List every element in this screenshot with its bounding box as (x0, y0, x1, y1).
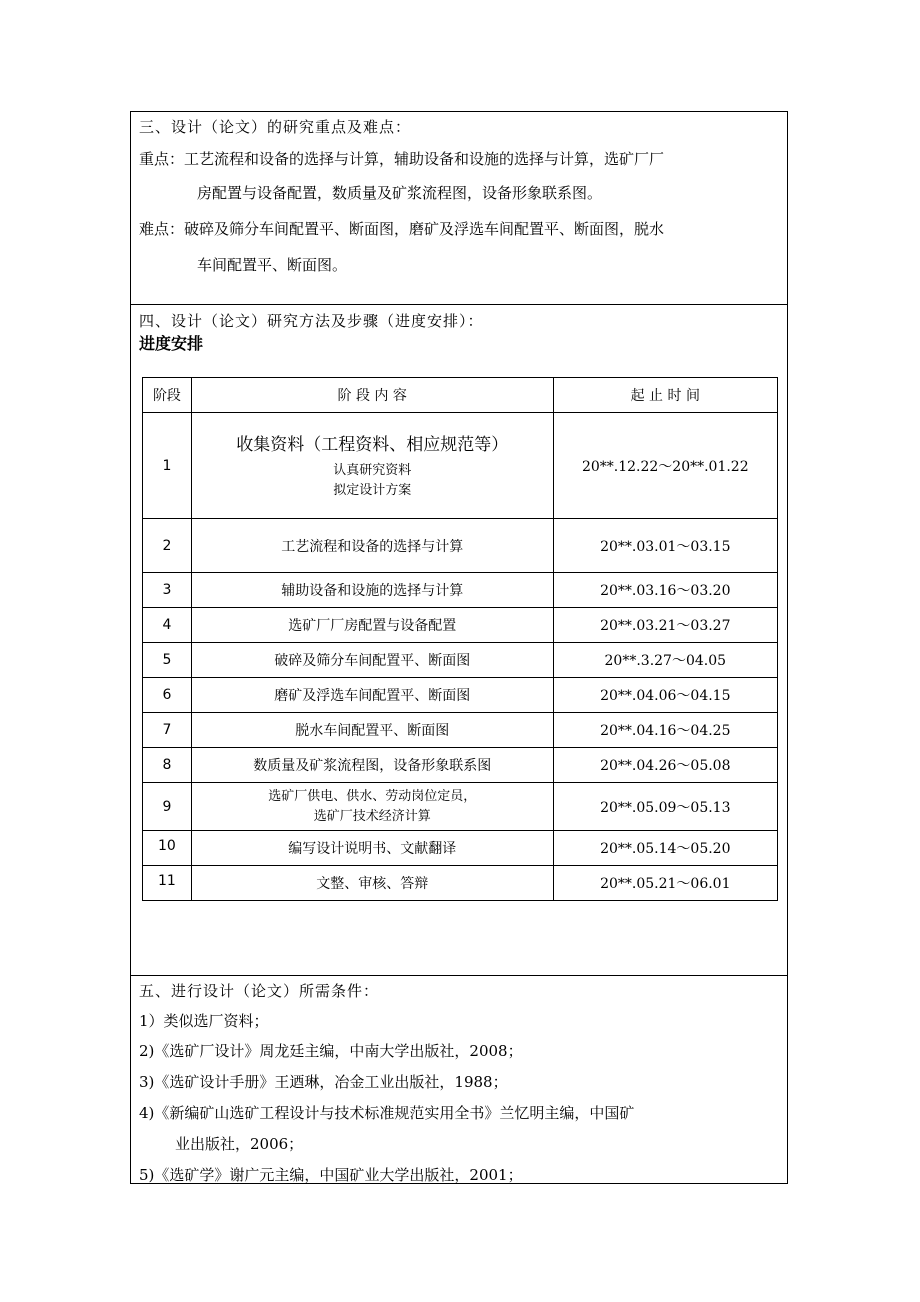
reference-item: 4)《新编矿山选矿工程设计与技术标准规范实用全书》兰忆明主编，中国矿 (139, 1104, 635, 1122)
content-line: 选矿厂供电、供水、劳动岗位定员， (268, 788, 477, 804)
stage-cell: 6 (143, 678, 192, 713)
time-cell: 20**.05.14～05.20 (553, 831, 777, 866)
time-cell: 20**.12.22～20**.01.22 (553, 413, 777, 519)
table-row (143, 831, 778, 866)
time-cell: 20**.3.27～04.05 (553, 643, 777, 678)
section-5-heading: 五、进行设计（论文）所需条件： (139, 982, 380, 1000)
table-row (143, 713, 778, 748)
stage-cell: 1 (143, 413, 192, 519)
time-cell: 20**.05.09～05.13 (553, 783, 777, 831)
header-stage: 阶段 (143, 378, 192, 413)
content-cell: 数质量及矿浆流程图，设备形象联系图 (191, 748, 553, 783)
content-line: 选矿厂技术经济计算 (313, 808, 431, 824)
key-points-line-1: 重点：工艺流程和设备的选择与计算，辅助设备和设施的选择与计算，选矿厂厂 (139, 150, 665, 168)
difficulties-line-1: 难点：破碎及筛分车间配置平、断面图，磨矿及浮选车间配置平、断面图，脱水 (139, 220, 665, 238)
stage-number: 10 (158, 838, 176, 854)
stage-cell: 4 (143, 608, 192, 643)
stage-cell: 9 (143, 783, 192, 831)
content-sub: 拟定设计方案 (333, 483, 412, 498)
table-row (143, 519, 778, 573)
reference-item: 5)《选矿学》谢广元主编，中国矿业大学出版社，2001； (139, 1166, 523, 1184)
content-cell: 工艺流程和设备的选择与计算 (191, 519, 553, 573)
time-cell: 20**.04.16～04.25 (553, 713, 777, 748)
table-row (143, 413, 778, 519)
content-cell: 文整、审核、答辩 (191, 866, 553, 901)
section-requirements (131, 976, 787, 1183)
content-cell: 磨矿及浮选车间配置平、断面图 (191, 678, 553, 713)
table-row (143, 573, 778, 608)
section-4-heading: 四、设计（论文）研究方法及步骤（进度安排）： (139, 312, 484, 330)
table-row (143, 643, 778, 678)
time-cell: 20**.04.06～04.15 (553, 678, 777, 713)
stage-cell: 7 (143, 713, 192, 748)
content-main: 收集资料（工程资料、相应规范等） (236, 435, 509, 455)
content-cell: 破碎及筛分车间配置平、断面图 (191, 643, 553, 678)
reference-item: 1）类似选厂资料； (139, 1012, 269, 1030)
section-research-focus (131, 112, 787, 305)
reference-item: 2)《选矿厂设计》周龙廷主编，中南大学出版社，2008； (139, 1042, 523, 1060)
schedule-table (142, 377, 778, 901)
section-3-heading: 三、设计（论文）的研究重点及难点： (139, 118, 412, 136)
schedule-subheading: 进度安排 (139, 334, 204, 353)
table-row (143, 866, 778, 901)
stage-cell: 3 (143, 573, 192, 608)
table-row (143, 783, 778, 831)
header-content: 阶 段 内 容 (191, 378, 553, 413)
stage-cell (143, 831, 192, 866)
content-sub: 认真研究资料 (333, 463, 412, 478)
content-cell (191, 783, 553, 831)
time-cell: 20**.03.21～03.27 (553, 608, 777, 643)
table-header-row (143, 378, 778, 413)
time-cell: 20**.04.26～05.08 (553, 748, 777, 783)
table-row (143, 678, 778, 713)
difficulties-line-2: 车间配置平、断面图。 (197, 256, 348, 274)
stage-number: 11 (158, 873, 176, 889)
stage-cell: 5 (143, 643, 192, 678)
content-cell: 编写设计说明书、文献翻译 (191, 831, 553, 866)
table-row (143, 748, 778, 783)
key-points-line-2: 房配置与设备配置，数质量及矿浆流程图，设备形象联系图。 (197, 184, 603, 202)
time-cell: 20**.05.21～06.01 (553, 866, 777, 901)
table-row (143, 608, 778, 643)
content-cell: 选矿厂厂房配置与设备配置 (191, 608, 553, 643)
reference-item: 3)《选矿设计手册》王迺琳，冶金工业出版社，1988； (139, 1073, 508, 1091)
document-frame (130, 111, 788, 1184)
content-cell: 辅助设备和设施的选择与计算 (191, 573, 553, 608)
reference-item-continued: 业出版社，2006； (175, 1135, 304, 1153)
stage-cell (143, 866, 192, 901)
stage-cell: 2 (143, 519, 192, 573)
content-cell (191, 413, 553, 519)
content-cell: 脱水车间配置平、断面图 (191, 713, 553, 748)
section-methods-schedule (131, 305, 787, 976)
stage-cell: 8 (143, 748, 192, 783)
time-cell: 20**.03.01～03.15 (553, 519, 777, 573)
header-time: 起 止 时 间 (553, 378, 777, 413)
time-cell: 20**.03.16～03.20 (553, 573, 777, 608)
